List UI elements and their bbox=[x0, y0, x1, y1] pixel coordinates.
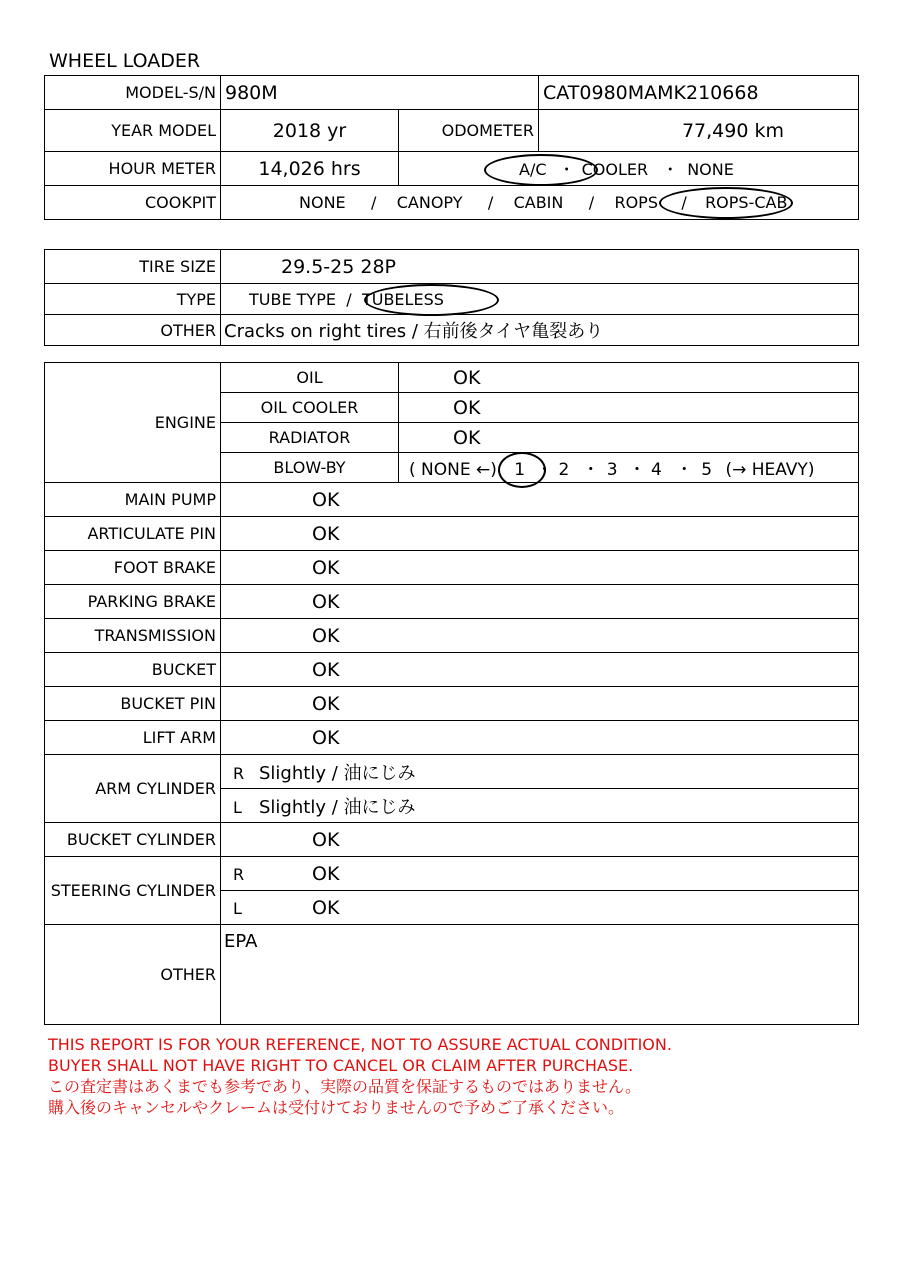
cockpit-option-rops: ROPS bbox=[614, 193, 658, 212]
side-value: OK bbox=[312, 896, 340, 919]
check-row-label: PARKING BRAKE bbox=[45, 585, 221, 619]
bucket-cylinder-value: OK bbox=[221, 823, 859, 857]
blowby-level-3: 3 bbox=[606, 460, 618, 480]
disclaimer-line: 購入後のキャンセルやクレームは受付けておりませんので予めご了承ください。 bbox=[48, 1098, 625, 1117]
ac-options: A/C ・ COOLER ・ NONE bbox=[399, 152, 859, 186]
engine-item-value: OK bbox=[399, 393, 859, 423]
engine-item-value: OK bbox=[399, 363, 859, 393]
hour-meter-label: HOUR METER bbox=[45, 152, 221, 186]
inspection-other-value: EPA bbox=[221, 925, 859, 1025]
year-model-label: YEAR MODEL bbox=[45, 110, 221, 152]
check-row-value: OK bbox=[221, 585, 859, 619]
year-value: 2018 yr bbox=[221, 110, 399, 152]
check-row-label: FOOT BRAKE bbox=[45, 551, 221, 585]
cockpit-option-cabin: CABIN bbox=[513, 193, 564, 212]
odometer-label: ODOMETER bbox=[399, 110, 539, 152]
tire-type-options: TUBE TYPE / TUBELESS bbox=[221, 284, 859, 315]
model-sn-label: MODEL-S/N bbox=[45, 76, 221, 110]
side-value: OK bbox=[312, 862, 340, 885]
blowby-heavy-end: (→ HEAVY) bbox=[725, 460, 815, 480]
check-row-value: OK bbox=[221, 721, 859, 755]
check-row-value: OK bbox=[221, 483, 859, 517]
steering-cylinder-right bbox=[221, 857, 859, 891]
arm-cylinder-label: ARM CYLINDER bbox=[45, 755, 221, 823]
ac-option-none: NONE bbox=[687, 160, 734, 179]
ac-option-ac: A/C bbox=[519, 160, 547, 179]
check-row-value: OK bbox=[221, 687, 859, 721]
side-label: L bbox=[233, 797, 242, 817]
side-label: R bbox=[233, 864, 245, 884]
machine-info-table bbox=[44, 75, 859, 220]
arm-cylinder-left bbox=[221, 789, 859, 823]
tire-type-label: TYPE bbox=[45, 284, 221, 315]
side-label: L bbox=[233, 898, 242, 918]
bucket-cylinder-label: BUCKET CYLINDER bbox=[45, 823, 221, 857]
disclaimer-notice bbox=[48, 1034, 672, 1118]
blowby-level-5: 5 bbox=[701, 460, 713, 480]
engine-item-label: OIL COOLER bbox=[221, 393, 399, 423]
inspection-other-label: OTHER bbox=[45, 925, 221, 1025]
document-title: WHEEL LOADER bbox=[49, 50, 201, 72]
ac-option-cooler: COOLER bbox=[581, 160, 649, 179]
check-row-value: OK bbox=[221, 551, 859, 585]
check-row-label: BUCKET PIN bbox=[45, 687, 221, 721]
tire-other-label: OTHER bbox=[45, 315, 221, 346]
disclaimer-line: THIS REPORT IS FOR YOUR REFERENCE, NOT TO ASSURE ACTUAL CONDITION. bbox=[48, 1035, 672, 1054]
check-row-label: LIFT ARM bbox=[45, 721, 221, 755]
check-row-label: TRANSMISSION bbox=[45, 619, 221, 653]
arm-cylinder-right bbox=[221, 755, 859, 789]
cockpit-label: COOKPIT bbox=[45, 186, 221, 220]
tire-size-label: TIRE SIZE bbox=[45, 250, 221, 284]
tire-table bbox=[44, 249, 859, 346]
steering-cylinder-left bbox=[221, 891, 859, 925]
inspection-table bbox=[44, 362, 859, 1025]
engine-item-label: OIL bbox=[221, 363, 399, 393]
side-value: Slightly / 油にじみ bbox=[259, 796, 416, 818]
model-value: 980M bbox=[221, 76, 539, 110]
blowby-label: BLOW-BY bbox=[221, 453, 399, 483]
cockpit-option-canopy: CANOPY bbox=[396, 193, 463, 212]
blowby-none-end: ( NONE ←) bbox=[409, 460, 497, 480]
serial-value: CAT0980MAMK210668 bbox=[539, 76, 859, 110]
check-row-value: OK bbox=[221, 619, 859, 653]
side-label: R bbox=[233, 763, 245, 783]
engine-item-label: RADIATOR bbox=[221, 423, 399, 453]
blowby-scale: ( NONE ←) 1 ・ 2 ・ 3 ・ 4 ・ 5 (→ HEAVY) bbox=[399, 453, 859, 483]
check-row-value: OK bbox=[221, 517, 859, 551]
steering-cylinder-label: STEERING CYLINDER bbox=[45, 857, 221, 925]
hours-value: 14,026 hrs bbox=[221, 152, 399, 186]
tire-type-tube: TUBE TYPE bbox=[249, 289, 336, 309]
check-row-label: ARTICULATE PIN bbox=[45, 517, 221, 551]
odometer-value: 77,490 km bbox=[539, 110, 859, 152]
blowby-level-1: 1 bbox=[514, 460, 526, 480]
side-value: Slightly / 油にじみ bbox=[259, 762, 416, 784]
blowby-level-4: 4 bbox=[650, 460, 662, 480]
tire-other-value: Cracks on right tires / 右前後タイヤ亀裂あり bbox=[221, 315, 859, 346]
tire-type-tubeless: TUBELESS bbox=[361, 289, 444, 309]
engine-item-value: OK bbox=[399, 423, 859, 453]
cockpit-option-rops-cab: ROPS-CAB bbox=[705, 193, 788, 212]
cockpit-options: NONE / CANOPY / CABIN / ROPS / ROPS-CAB bbox=[221, 186, 859, 220]
disclaimer-line: この査定書はあくまでも参考であり、実際の品質を保証するものではありません。 bbox=[48, 1077, 641, 1096]
check-row-label: MAIN PUMP bbox=[45, 483, 221, 517]
disclaimer-line: BUYER SHALL NOT HAVE RIGHT TO CANCEL OR CLAIM AFTER PURCHASE. bbox=[48, 1056, 634, 1075]
blowby-level-2: 2 bbox=[558, 460, 570, 480]
tire-size-value: 29.5-25 28P bbox=[221, 250, 859, 284]
check-row-value: OK bbox=[221, 653, 859, 687]
check-row-label: BUCKET bbox=[45, 653, 221, 687]
engine-label: ENGINE bbox=[45, 363, 221, 483]
cockpit-option-none: NONE bbox=[299, 193, 346, 212]
